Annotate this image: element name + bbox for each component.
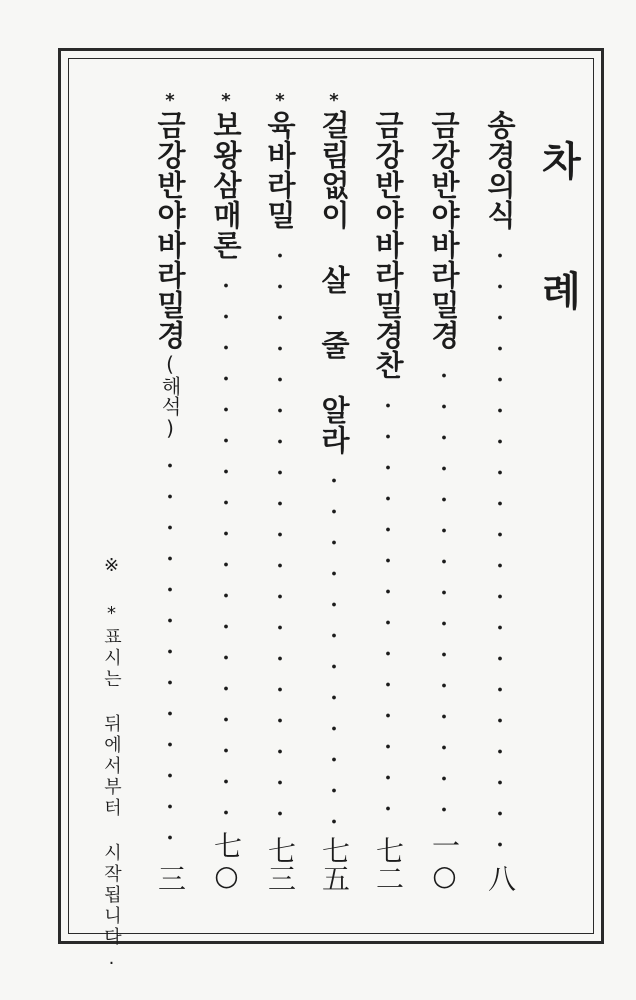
dot-leader — [223, 270, 229, 821]
toc-entry-title: 걸림없이 살 줄 알라 — [317, 110, 351, 455]
toc-entry-title: 금강반야바라밀경 — [153, 110, 187, 350]
footnote: ※ *표시는 뒤에서부터 시작됩니다. — [101, 555, 122, 972]
toc-page-number: 一○ — [428, 831, 461, 892]
toc-page-number: 七○ — [210, 831, 243, 892]
dot-leader — [277, 240, 283, 826]
dot-leader — [167, 450, 173, 854]
toc-title: 차 례 — [535, 140, 581, 332]
toc-entry[interactable] — [312, 92, 356, 892]
toc-page-number: 七三 — [264, 836, 297, 892]
toc-entry-title: 육바라밀 — [263, 110, 297, 230]
toc-page-number: 八 — [484, 864, 517, 892]
dot-leader — [331, 465, 337, 826]
toc-entry-subtitle: (해석) — [158, 352, 182, 440]
toc-entry[interactable] — [478, 92, 522, 892]
toc-page-number: 三 — [154, 864, 187, 892]
star-marker: * — [275, 90, 285, 111]
dot-leader — [497, 240, 503, 854]
toc-page-number: 七五 — [318, 836, 351, 892]
star-marker: * — [329, 90, 339, 111]
star-marker: * — [165, 90, 175, 111]
toc-entry-title: 보왕삼매론 — [209, 110, 243, 260]
star-marker: * — [221, 90, 231, 111]
toc-entry[interactable] — [258, 92, 302, 892]
toc-entry-title: 금강반야바라밀경 — [427, 110, 461, 350]
toc-entry[interactable] — [148, 92, 192, 892]
dot-leader — [385, 390, 391, 826]
toc-entry-title: 송경의식 — [483, 110, 517, 230]
toc-page-number: 七二 — [372, 836, 405, 892]
toc-entry[interactable] — [366, 92, 410, 892]
toc-entry[interactable] — [422, 92, 466, 892]
toc-entry[interactable] — [204, 92, 248, 892]
dot-leader — [441, 360, 447, 821]
toc-entry-title: 금강반야바라밀경찬 — [371, 110, 405, 380]
